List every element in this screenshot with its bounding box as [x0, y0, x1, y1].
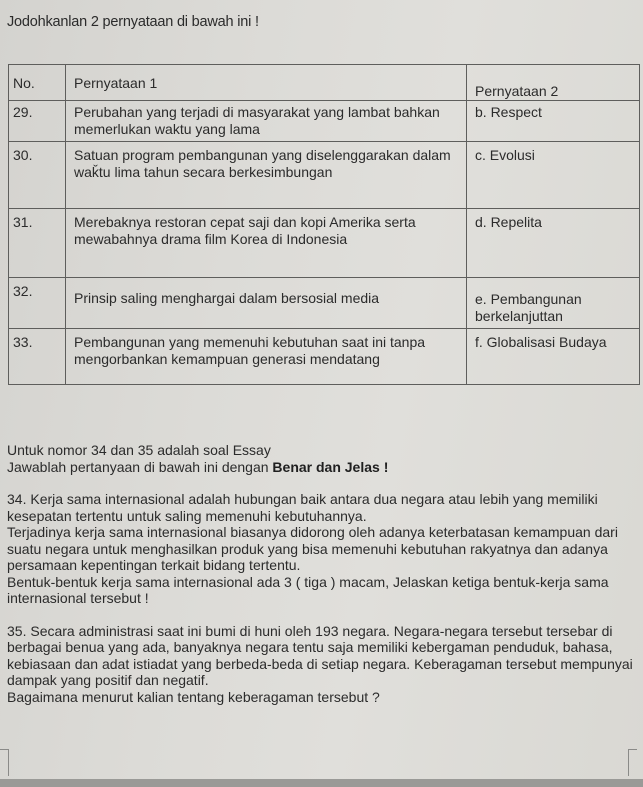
statement-1: Prinsip saling menghargai dalam bersosial media — [74, 290, 380, 306]
table-row — [9, 329, 640, 385]
statement-2: f. Globalisasi Budaya — [475, 334, 607, 350]
question-34-context: Terjadinya kerja sama internasional biasanya didorong oleh adanya keterbatasan kemampuan dari suatu negara untuk menghasilkan produk yang bisa memenuhi kebutuhan rakyatnya dan adanya persamaan kepentingan terkait bidang tertentu. — [7, 524, 618, 573]
question-35-context: 35. Secara administrasi saat ini bumi di huni oleh 193 negara. Negara-negara tersebut tersebar di berbagai benua yang ada, banyaknya negara tentu saja memiliki kebergaman penduduk, bahasa, kebiasaan dan adat istiadat yang berbeda-beda di setiap negara. Keberagaman tersebut mempunyai dampak yang positif dan negatif. — [7, 622, 633, 688]
frame-corner-right — [628, 749, 637, 776]
table-row — [9, 209, 640, 278]
essay-instruction: Jawablah pertanyaan di bawah ini dengan Benar dan Jelas ! — [7, 458, 389, 475]
header-no: No. — [9, 65, 66, 101]
header-pernyataan-2: Pernyataan 2 — [467, 65, 640, 101]
essay-section — [7, 442, 637, 705]
bottom-edge — [0, 779, 643, 787]
table-header-row — [9, 65, 640, 101]
table-row — [9, 278, 640, 329]
table-row — [9, 101, 640, 142]
matching-instruction: Jodohkanlan 2 pernyataan di bawah ini ! — [7, 14, 259, 30]
matching-table — [8, 64, 640, 385]
statement-1: Perubahan yang terjadi di masyarakat yang lambat bahkan memerlukan waktu yang lama — [74, 104, 440, 137]
statement-1: Satuan program pembangunan yang diselenggarakan dalam waǩtu lima tahun secara berkesimbungan — [74, 147, 451, 180]
question-34-prompt: Bentuk-bentuk kerja sama internasional ada 3 ( tiga ) macam, Jelaskan ketiga bentuk-kerja sama internasional tersebut ! — [7, 573, 609, 606]
essay-intro: Untuk nomor 34 dan 35 adalah soal Essay — [7, 442, 271, 458]
statement-2: c. Evolusi — [475, 147, 535, 163]
frame-corner-left — [0, 749, 9, 776]
statement-2: e. Pembangunan berkelanjuttan — [475, 291, 582, 324]
row-number: 32. — [13, 283, 33, 299]
row-number: 29. — [13, 104, 33, 120]
row-number: 33. — [13, 334, 33, 350]
statement-1: Pembangunan yang memenuhi kebutuhan saat ini tanpa mengorbankan kemampuan generasi mendatang — [74, 334, 426, 367]
statement-2: d. Repelita — [475, 214, 542, 230]
statement-1: Merebaknya restoran cepat saji dan kopi Amerika serta mewabahnya drama film Korea di Indonesia — [74, 214, 416, 247]
statement-2: b. Respect — [475, 104, 542, 120]
table-row — [9, 142, 640, 209]
question-34-intro: 34. Kerja sama internasional adalah hubungan baik antara dua negara atau lebih yang memiliki kesepatan tertentu untuk saling memenuhi kebutuhannya. — [7, 491, 598, 524]
question-35-prompt: Bagaimana menurut kalian tentang keberagaman tersebut ? — [7, 688, 380, 705]
row-number: 31. — [13, 214, 33, 230]
emphasis-text: Benar dan Jelas ! — [272, 458, 389, 475]
row-number: 30. — [13, 147, 33, 163]
header-pernyataan-1: Pernyataan 1 — [66, 65, 467, 101]
